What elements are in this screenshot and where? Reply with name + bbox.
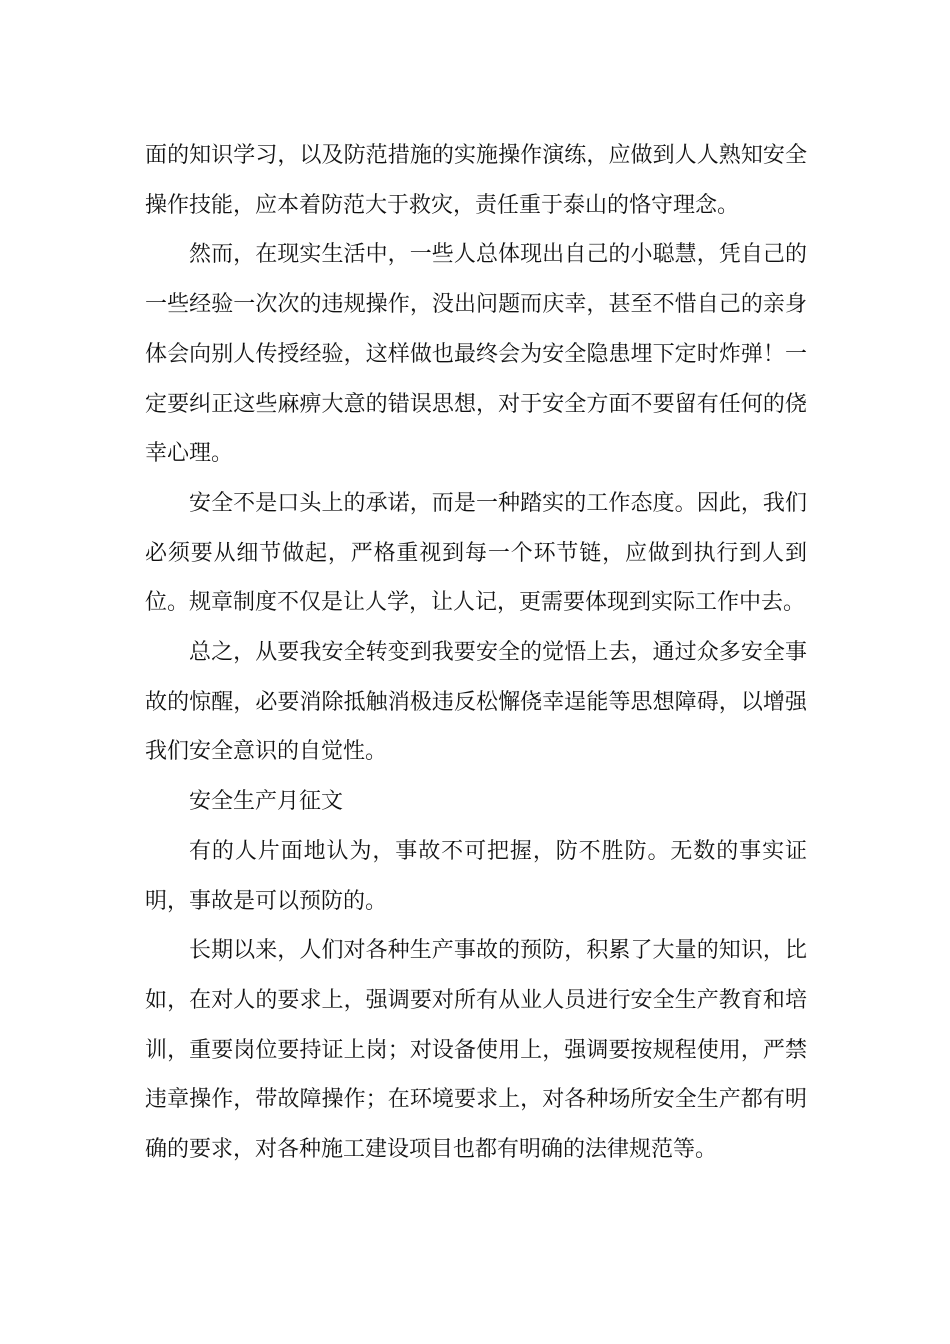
paragraph-1: 面的知识学习，以及防范措施的实施操作演练，应做到人人熟知安全操作技能，应本着防范大于救灾，责任重于泰山的恪守理念。: [145, 143, 807, 218]
document-body: [145, 131, 807, 1175]
paragraph-6: 长期以来，人们对各种生产事故的预防，积累了大量的知识，比如，在对人的要求上，强调要对所有从业人员进行安全生产教育和培训，重要岗位要持证上岗；对设备使用上，强调要按规程使用，严禁违章操作，带故障操作；在环境要求上，对各种场所安全生产都有明确的要求，对各种施工建设项目也都有明确的法律规范等。: [145, 938, 807, 1163]
paragraph-5: 有的人片面地认为，事故不可把握，防不胜防。无数的事实证明，事故是可以预防的。: [145, 838, 807, 914]
paragraph-4: 总之，从要我安全转变到我要安全的觉悟上去，通过众多安全事故的惊醒，必要消除抵触消极违反松懈侥幸逞能等思想障碍，以增强我们安全意识的自觉性。: [145, 640, 807, 765]
paragraph-3: 安全不是口头上的承诺，而是一种踏实的工作态度。因此，我们必须要从细节做起，严格重视到每一个环节链，应做到执行到人到位。规章制度不仅是让人学，让人记，更需要体现到实际工作中去。: [145, 490, 807, 616]
section-title: 安全生产月征文: [189, 789, 344, 815]
paragraph-2: 然而，在现实生活中，一些人总体现出自己的小聪慧，凭自己的一些经验一次次的违规操作，没出问题而庆幸，甚至不惜自己的亲身体会向别人传授经验，这样做也最终会为安全隐患埋下定时炸弹！一定要纠正这些麻痹大意的错误思想，对于安全方面不要留有任何的侥幸心理。: [145, 242, 807, 467]
